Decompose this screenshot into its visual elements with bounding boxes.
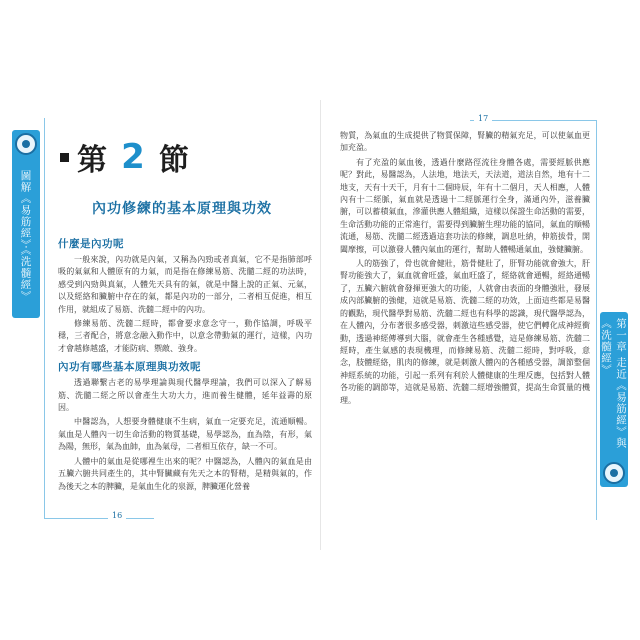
bullet-icon: [60, 153, 69, 162]
chapter-prefix: 第: [77, 143, 107, 178]
paragraph: 透過聯繫古老的易學理論與現代醫學理論，我們可以深入了解易筋、洗髓二經之所以會產生大功大力，進而養生健體，延年益壽的原因。: [58, 378, 312, 413]
subsection-heading: 什麼是內功呢: [58, 238, 124, 250]
paragraph: 中醫認為，人想要身體健康不生病，氣血一定要充足，流通順暢。氣血是人體內一切生命活動的物質基礎，易學認為，血為陰，有形，氣為陽，無形，氣為血帥，血為氣母，二者相互依存，缺一不可。: [58, 417, 312, 452]
page-number: 17: [474, 114, 492, 123]
paragraph: 人體中的氣血是從哪裡生出來的呢？中醫認為，人體內的氣血是由五臟六腑共同產生的，其中腎臟藏有先天之本的腎精，是精與氣的，作為後天之本的脾臟，是氣血生化的泉源，脾臟運化營養: [58, 456, 312, 491]
chapter-heading: [60, 133, 189, 181]
paragraph: 一般來說，內功就是內氣，又稱為內勁或者真氣，它不是指肺部呼吸的氣氣和人體原有的力氣，而是指在修練易筋、洗髓二經的功法時，感受到內勁與真氣，人體先天具有的氣，就是中醫上說的正氣、元氣，以及經絡和臟腑中存在的氣，都是內功的一部分，二者相互促進，相互作用，就組成了易筋、洗髓二經中的內功。: [58, 255, 312, 314]
page-number: 16: [108, 511, 126, 520]
ornament-icon: [15, 133, 37, 155]
subsection-heading: 內功有哪些基本原理與功效呢: [58, 361, 201, 374]
section-title: 內功修練的基本原理與功效: [92, 201, 272, 217]
chapter-number: 2: [121, 137, 145, 177]
chapter-suffix: 節: [159, 143, 189, 178]
right-tab-text: 第一章 走近《易筋經》與《洗髓經》: [600, 318, 627, 449]
page-fold: [320, 100, 321, 550]
paragraph: 物質，為氣血的生成提供了物質保障，腎臟的精氣充足，可以使氣血更加充盈。: [340, 131, 590, 153]
frame-line: [44, 118, 45, 518]
left-page-body: [58, 232, 312, 495]
right-page-body: [340, 130, 590, 409]
paragraph: 人的筋強了，骨也就會健壯，筋骨健壯了，肝腎功能就會強大，肝腎功能強大了，氣血就會旺盛，氣血旺盛了，經絡就會通暢，經絡通暢了，五臟六腑就會發揮更強大的功能，人就會由表面的身體強壯，發展成內部臟腑的強健，這就是易筋、洗髓二經的功效，上面這些都是易醫的觀點，現代醫學對易筋、洗髓二經也有科學的認識，現代醫學認為，在人體內，分布著很多感受器，刺激這些感受器，使它們轉化成神經衝動，透過神經傳導到大腦，就會產生各種感覺，這是修練易筋、洗髓二經時，產生氣感的表現機理，而修練易筋、洗髓二經時，對呼吸，意念，肢體經絡，肌肉的修練，就是刺激人體內的各種感受器，調節整個神經系統的功能，引起一系列有利於人體健康的生理反應，包括對人體各功能的調節等，這就是易筋、洗髓二經增強體質，提高生命質量的機理。: [340, 259, 590, 405]
ornament-icon: [603, 462, 625, 484]
paragraph: 修練易筋、洗髓二經時，都會要求意念守一，動作協調，呼吸平穩，三者配合，將意念融入動作中，以意念帶動氣的運行，這樣，內功才會越修越盛，才能防病、禦敵、強身。: [58, 319, 312, 353]
right-chapter-tab: [600, 312, 628, 487]
paragraph: 有了充盈的氣血後，透過什麼路徑流往身體各處，需要經脈供應呢？對此，易醫認為，人法地，地法天，天法道，道法自然，地有十二地支，天有十天干，月有十二個時辰，年有十二個月，天人相應，人體內有十二經脈，氣血就是透過十二經脈運行全身，滿通內外，滋養臟腑，可以蓄積氣血，滲灌供應人體組織，這樣以保證生命活動的需要，生命活動功能的正常進行，需要得到臟腑生理功能的協同，氣血的順暢流通，易筋、洗髓二經透過這套功法的修練，調息吐納，伸筋拔骨，開闔摩擦，可以激發人體內氣血的運行，幫助人體暢通氣血，強健臟腑。: [340, 157, 590, 254]
left-chapter-tab: [12, 130, 40, 318]
frame-line: [44, 518, 154, 519]
frame-line: [596, 120, 597, 520]
left-tab-text: 圖解《易筋經》‧《洗髓經》: [19, 170, 32, 302]
